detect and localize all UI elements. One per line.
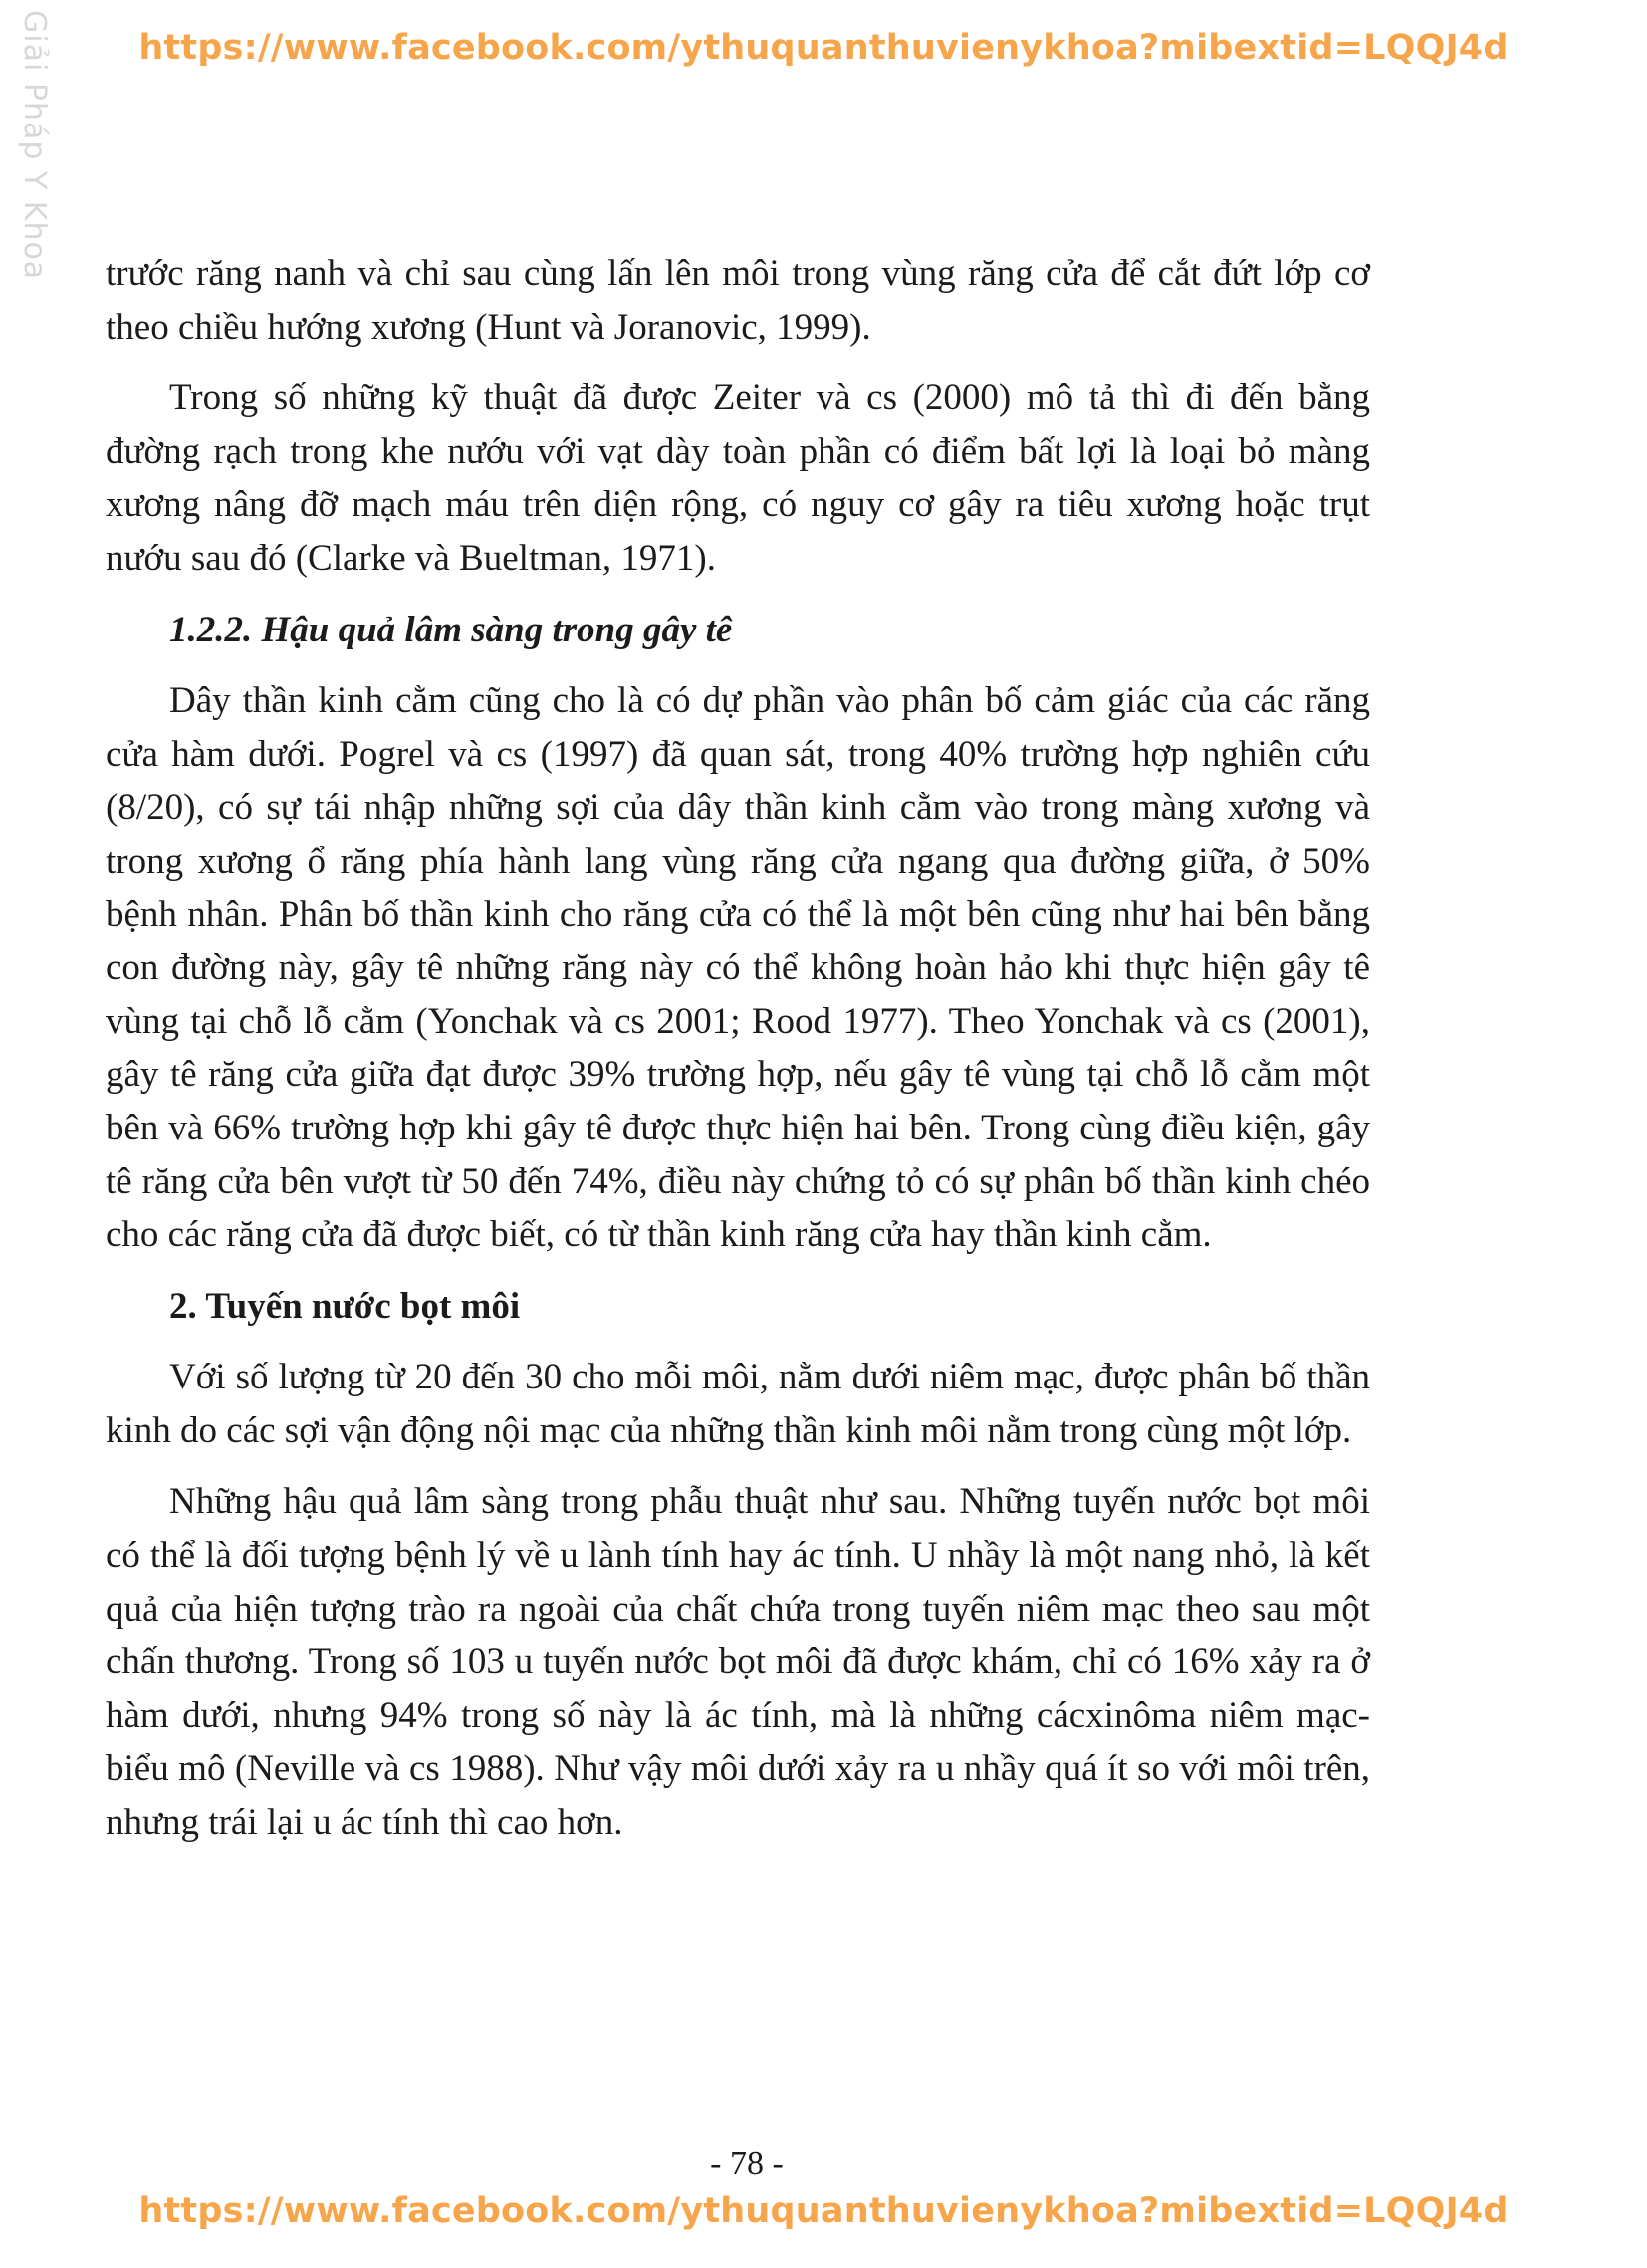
paragraph-1: trước răng nanh và chỉ sau cùng lấn lên môi trong vùng răng cửa để cắt đứt lớp cơ theo chiều hướng xương (Hunt và Joranovic, 1999).	[106, 253, 1370, 348]
page-body	[106, 247, 1370, 1850]
paragraph-3: Dây thần kinh cằm cũng cho là có dự phần vào phân bố cảm giác của các răng cửa hàm dưới. Pogrel và cs (1997) đã quan sát, trong 40% trường hợp nghiên cứu (8/20), có sự tái nhập những sợi của dây thần kinh cằm vào trong màng xương và trong xương ổ răng phía hành lang vùng răng cửa ngang qua đường giữa, ở 50% bệnh nhân. Phân bố thần kinh cho răng cửa có thể là một bên cũng như hai bên bằng con đường này, gây tê những răng này có thể không hoàn hảo khi thực hiện gây tê vùng tại chỗ lỗ cằm (Yonchak và cs 2001; Rood 1977). Theo Yonchak và cs (2001), gây tê răng cửa giữa đạt được 39% trường hợp, nếu gây tê vùng tại chỗ lỗ cằm một bên và 66% trường hợp khi gây tê được thực hiện hai bên. Trong cùng điều kiện, gây tê răng cửa bên vượt từ 50 đến 74%, điều này chứng tỏ có sự phân bố thần kinh chéo cho các răng cửa đã được biết, có từ thần kinh răng cửa hay thần kinh cằm.	[106, 680, 1370, 1256]
paragraph-4: Với số lượng từ 20 đến 30 cho mỗi môi, nằm dưới niêm mạc, được phân bố thần kinh do các sợi vận động nội mạc của những thần kinh môi nằm trong cùng một lớp.	[106, 1357, 1370, 1451]
paragraph-5: Những hậu quả lâm sàng trong phẫu thuật như sau. Những tuyến nước bọt môi có thể là đối tượng bệnh lý về u lành tính hay ác tính. U nhầy là một nang nhỏ, là kết quả của hiện tượng trào ra ngoài của chất chứa trong tuyến niêm mạc theo sau một chấn thương. Trong số 103 u tuyến nước bọt môi đã được khám, chỉ có 16% xảy ra ở hàm dưới, nhưng 94% trong số này là ác tính, mà là những cácxinôma niêm mạc-biểu mô (Neville và cs 1988). Như vậy môi dưới xảy ra u nhầy quá ít so với môi trên, nhưng trái lại u ác tính thì cao hơn.	[106, 1481, 1370, 1844]
paragraph-2: Trong số những kỹ thuật đã được Zeiter và cs (2000) mô tả thì đi đến bằng đường rạch trong khe nướu với vạt dày toàn phần có điểm bất lợi là loại bỏ màng xương nâng đỡ mạch máu trên diện rộng, có nguy cơ gây ra tiêu xương hoặc trụt nướu sau đó (Clarke và Bueltman, 1971).	[106, 378, 1370, 579]
watermark-link-top[interactable]: https://www.facebook.com/ythuquanthuvienykhoa?mibextid=LQQJ4d	[138, 28, 1509, 68]
side-watermark: Giải Pháp Y Khoa	[17, 10, 52, 281]
section-heading-2: 2. Tuyến nước bọt môi	[169, 1285, 521, 1327]
section-heading-1-2-2: 1.2.2. Hậu quả lâm sàng trong gây tê	[169, 609, 733, 650]
page-number: - 78 -	[710, 2145, 784, 2182]
watermark-link-bottom[interactable]: https://www.facebook.com/ythuquanthuvienykhoa?mibextid=LQQJ4d	[138, 2191, 1509, 2231]
